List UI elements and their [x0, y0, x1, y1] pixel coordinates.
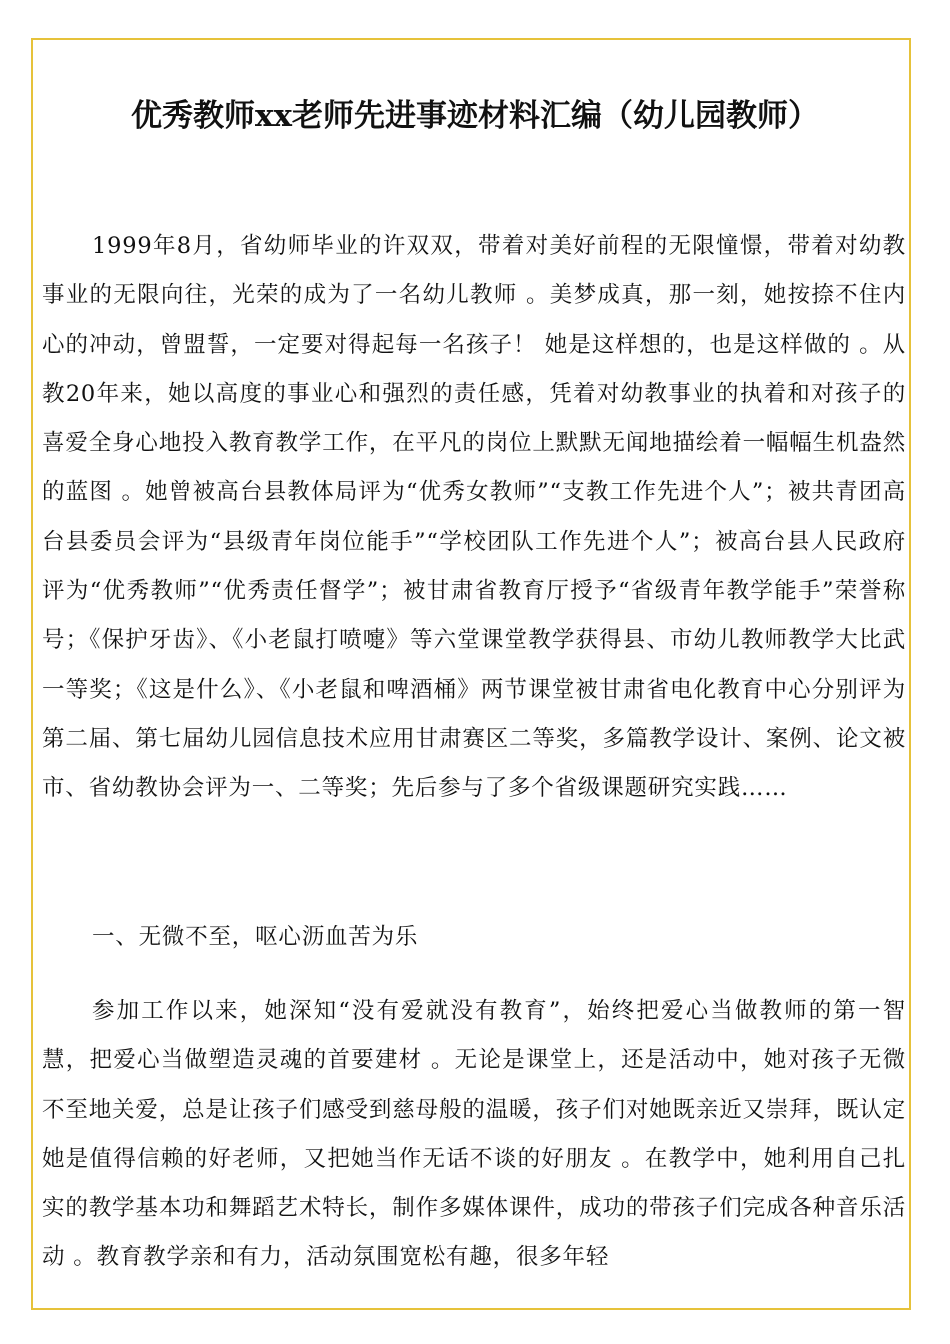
paragraph-intro: 1999年8月，省幼师毕业的许双双，带着对美好前程的无限憧憬，带着对幼教事业的无限向往，光荣的成为了一名幼儿教师 。美梦成真，那一刻，她按捺不住内心的冲动，曾盟誓，一定要对得起每一名孩子！ 她是这样想的，也是这样做的 。从教20年来，她以高度的事业心和强烈的责任感，凭着对幼教事业的执着和对孩子的喜爱全身心地投入教育教学工作，在平凡的岗位上默默无闻地描绘着一幅幅生机盎然的蓝图 。她曾被高台县教体局评为“优秀女教师”“支教工作先进个人”；被共青团高台县委员会评为“县级青年岗位能手”“学校团队工作先进个人”；被高台县人民政府评为“优秀教师”“优秀责任督学”；被甘肃省教育厅授予“省级青年教学能手”荣誉称号；《保护牙齿》、《小老鼠打喷嚏》等六堂课堂教学获得县、市幼儿教师教学大比武一等奖；《这是什么》、《小老鼠和啤酒桶》两节课堂被甘肃省电化教育中心分别评为第二届、第七届幼儿园信息技术应用甘肃赛区二等奖，多篇教学设计、案例、论文被市、省幼教协会评为一、二等奖；先后参与了多个省级课题研究实践…… [42, 233, 906, 802]
paragraph-section-1: 参加工作以来，她深知“没有爱就没有教育”，始终把爱心当做教师的第一智慧，把爱心当做塑造灵魂的首要建材 。无论是课堂上，还是活动中，她对孩子无微不至地关爱，总是让孩子们感受到慈母般的温暖，孩子们对她既亲近又崇拜，既认定她是值得信赖的好老师，又把她当作无话不谈的好朋友 。在教学中，她利用自己扎实的教学基本功和舞蹈艺术特长，制作多媒体课件，成功的带孩子们完成各种音乐活动 。教育教学亲和有力，活动氛围宽松有趣，很多年轻 [42, 998, 906, 1271]
section-heading: 一、无微不至，呕心沥血苦为乐 [92, 924, 419, 950]
document-title: 优秀教师xx老师先进事迹材料汇编（幼儿园教师） [131, 98, 819, 134]
